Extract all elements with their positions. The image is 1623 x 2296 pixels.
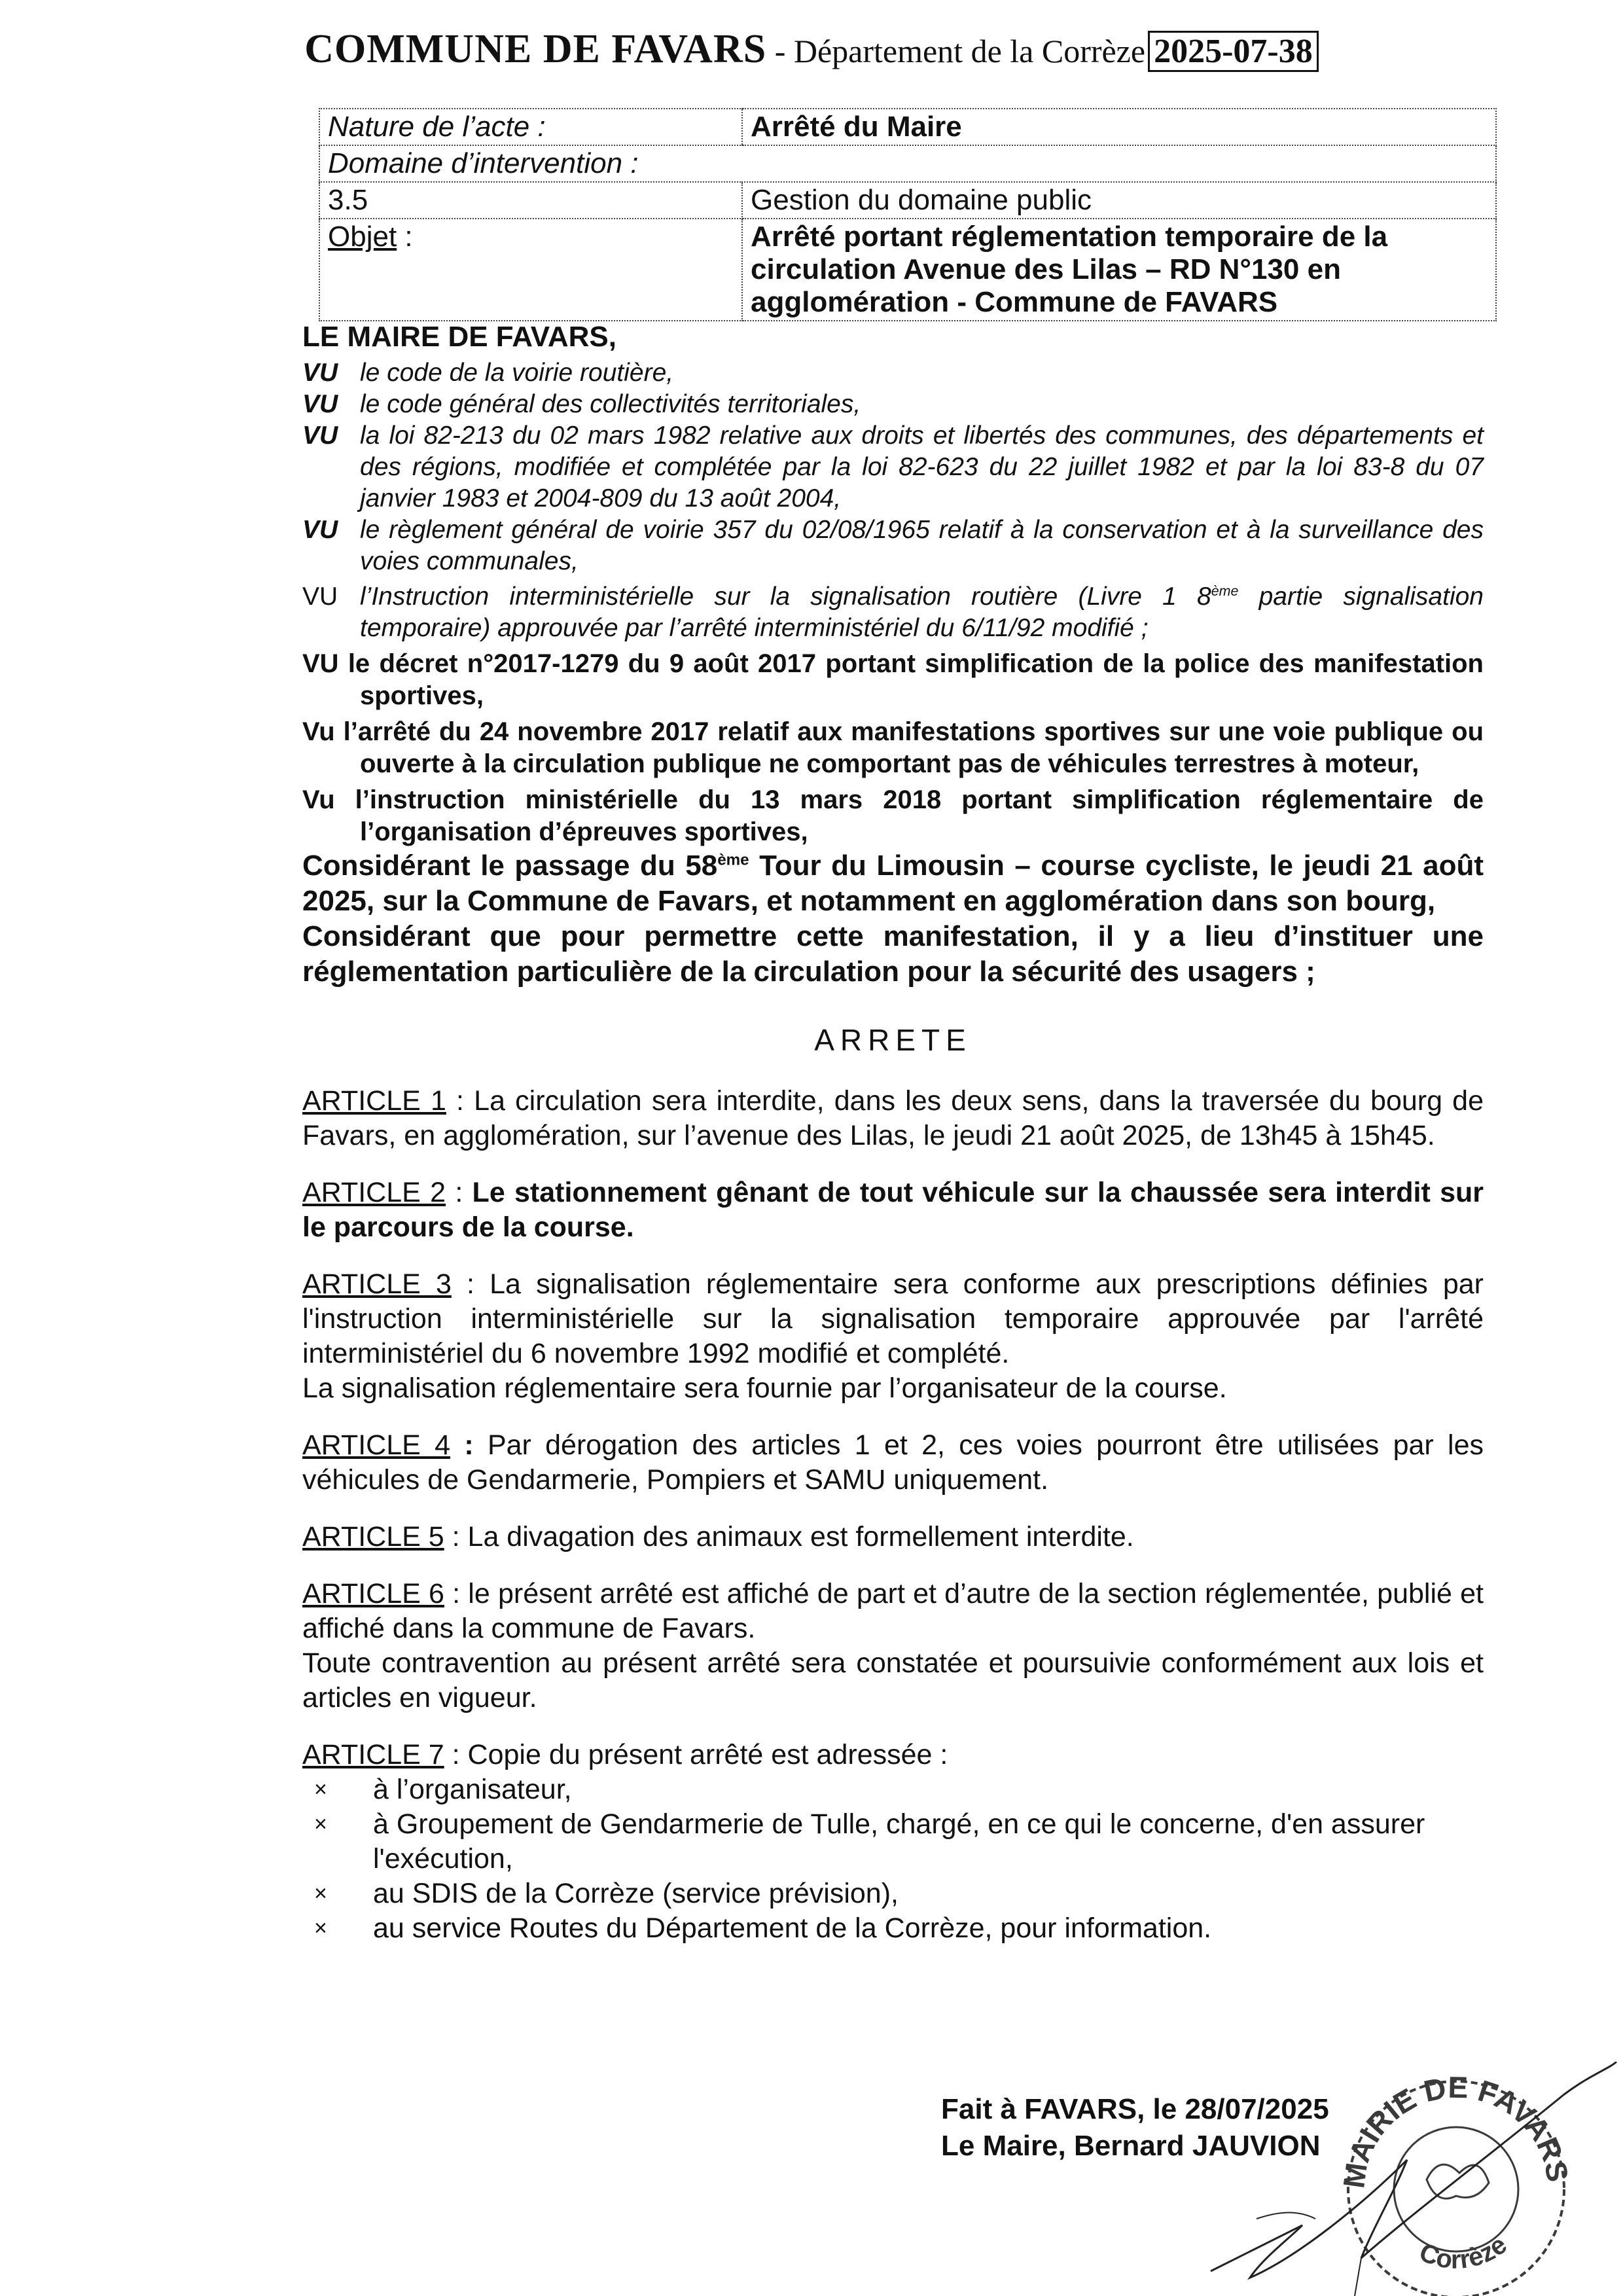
considerant-1	[302, 848, 1484, 919]
objet-value: Arrêté portant réglementation temporaire de la circulation Avenue des Lilas – RD N°130 en agglomération - Commune de FAVARS	[751, 221, 1388, 318]
article-label: ARTICLE 4	[302, 1429, 451, 1461]
commune-title: COMMUNE DE FAVARS	[304, 27, 767, 71]
vu-instruction: Vu l’instruction ministérielle du 13 mars 2018 portant simplification réglementaire de l’organisation d’épreuves sportives,	[302, 785, 1484, 846]
domaine-cell	[319, 145, 1496, 182]
article-text: Toute contravention au présent arrêté sera constatée et poursuivie conformément aux lois et articles en vigueur.	[302, 1647, 1484, 1713]
signature-stroke	[1355, 2258, 1361, 2296]
document-header	[0, 26, 1623, 73]
article-3	[302, 1267, 1484, 1406]
domain-code: 3.5	[328, 184, 368, 216]
article-text: le présent arrêté est affiché de part et d’autre de la section réglementée, publié et affiché dans la commune de Favars.	[302, 1578, 1484, 1644]
nature-label-cell	[319, 109, 742, 145]
departement-label: Département de la Corrèze	[793, 33, 1146, 69]
vu-text: le règlement général de voirie 357 du 02/08/1965 relatif à la conservation et à la surveillance des voies communales,	[360, 516, 1484, 575]
article-label: ARTICLE 2	[302, 1177, 446, 1208]
article-1	[302, 1084, 1484, 1153]
list-item	[302, 1911, 1484, 1946]
article-text: La circulation sera interdite, dans les deux sens, dans la traversée du bourg de Favars, en agglomération, sur l’avenue des Lilas, le jeudi 21 août 2025, de 13h45 à 15h45.	[302, 1085, 1484, 1151]
article-label: ARTICLE 7	[302, 1739, 444, 1770]
article-label: ARTICLE 6	[302, 1578, 444, 1609]
article-6	[302, 1577, 1484, 1715]
vu-arrete: Vu l’arrêté du 24 novembre 2017 relatif aux manifestations sportives sur une voie publique ou ouverte à la circulation publique ne comportant pas de véhicules terrestres à moteur,	[302, 717, 1484, 778]
vu-text: le code de la voirie routière,	[360, 359, 674, 387]
objet-value-cell	[742, 219, 1496, 321]
stamp-top-path: MAIRIE DE FAVARS	[1336, 2070, 1575, 2191]
considerant-superscript: ème	[717, 851, 749, 869]
objet-label: Objet	[328, 221, 397, 253]
article-separator: :	[446, 1085, 474, 1117]
article-separator: :	[444, 1578, 469, 1609]
bullet-marker: ×	[314, 1812, 327, 1837]
objet-label-suffix: :	[397, 221, 413, 253]
stamp-bottom-path: Corrèze	[1415, 2230, 1512, 2274]
vu-key: VU	[302, 422, 338, 450]
signature-mayor: Le Maire, Bernard JAUVION	[941, 2130, 1321, 2162]
bullet-marker: ×	[314, 1881, 327, 1906]
article-text: La signalisation réglementaire sera fournie par l’organisateur de la course.	[302, 1372, 1227, 1404]
objet-label-cell	[319, 219, 742, 321]
vu-text	[360, 581, 1484, 644]
vu-text-part: l’Instruction interministérielle sur la signalisation routière (Livre 1 8	[360, 583, 1211, 611]
vu-superscript: ème	[1211, 583, 1239, 599]
vu-item	[302, 389, 1484, 420]
article-label: ARTICLE 5	[302, 1521, 444, 1552]
signature-stroke	[1257, 2213, 1315, 2219]
vu-text-part: partie signalisation temporaire) approuvée par l’arrêté interministériel du 6/11/92 modifié ;	[360, 583, 1484, 642]
vu-item	[302, 514, 1484, 577]
list-item-text: au SDIS de la Corrèze (service prévision),	[373, 1878, 899, 1909]
signature-stroke	[1211, 2062, 1616, 2278]
domain-code-label: Gestion du domaine public	[751, 184, 1092, 216]
article-separator: :	[446, 1177, 473, 1208]
article-separator: :	[444, 1521, 468, 1552]
vu-text: le code général des collectivités territoriales,	[360, 390, 861, 418]
considerant-part: Tour du Limousin – course cycliste, le jeudi 21 août 2025, sur la Commune de Favars, et notamment en agglomération dans son bourg,	[302, 850, 1484, 917]
article-separator: :	[451, 1268, 490, 1300]
article-4	[302, 1428, 1484, 1498]
nature-value: Arrêté du Maire	[751, 111, 962, 143]
article-7	[302, 1738, 1484, 1772]
vu-decret: VU le décret n°2017-1279 du 9 août 2017 portant simplification de la police des manifestation sportives,	[302, 649, 1484, 710]
document-body	[302, 321, 1484, 1946]
vu-key: VU	[302, 359, 338, 387]
article-separator: :	[444, 1739, 468, 1770]
signature-place-date: Fait à FAVARS, le 28/07/2025	[941, 2093, 1329, 2125]
arrete-title: ARRETE	[814, 1023, 972, 1057]
article-text: Par dérogation des articles 1 et 2, ces voies pourront être utilisées par les véhicules de Gendarmerie, Pompiers et SAMU uniquement.	[302, 1429, 1484, 1496]
article-5	[302, 1520, 1484, 1554]
list-item	[302, 1876, 1484, 1911]
header-separator: -	[766, 33, 794, 69]
vu-key: VU	[302, 583, 338, 611]
list-item	[302, 1807, 1484, 1876]
considerant-part: Considérant le passage du 58	[302, 850, 718, 882]
domaine-label: Domaine d’intervention :	[328, 147, 639, 179]
article-2	[302, 1175, 1484, 1245]
article-text: Le stationnement gênant de tout véhicule sur la chaussée sera interdit sur le parcours de la course.	[302, 1177, 1484, 1243]
article-text: La divagation des animaux est formellement interdite.	[467, 1521, 1134, 1552]
bullet-marker: ×	[314, 1916, 327, 1941]
article-label: ARTICLE 3	[302, 1268, 452, 1300]
vu-item	[302, 581, 1484, 644]
vu-key: VU	[302, 516, 338, 544]
code-cell	[319, 182, 742, 219]
article-separator: :	[450, 1429, 488, 1461]
act-reference: 2025-07-38	[1148, 31, 1319, 72]
article-text: Copie du présent arrêté est adressée :	[467, 1739, 948, 1770]
vu-item	[302, 357, 1484, 389]
handwritten-signature	[1198, 2062, 1623, 2296]
bullet-marker: ×	[314, 1777, 327, 1802]
maire-heading: LE MAIRE DE FAVARS,	[302, 321, 616, 353]
list-item-text: au service Routes du Département de la Corrèze, pour information.	[373, 1912, 1212, 1944]
considerant-2: Considérant que pour permettre cette manifestation, il y a lieu d’instituer une réglementation particulière de la circulation pour la sécurité des usagers ;	[302, 920, 1484, 988]
list-item-text: à l’organisateur,	[373, 1774, 572, 1805]
nature-label: Nature de l’acte :	[328, 111, 546, 143]
list-item	[302, 1772, 1484, 1807]
vu-text: la loi 82-213 du 02 mars 1982 relative aux droits et libertés des communes, des départements et des régions, modifiée et complétée par la loi 82-623 du 22 juillet 1982 et par la loi 83-8 du 07 janvier 1983 et 2004-809 du 13 août 2004,	[360, 422, 1484, 512]
article-text: La signalisation réglementaire sera conforme aux prescriptions définies par l'instruction interministérielle sur la signalisation temporaire approuvée par l'arrêté interministériel du 6 novembre 1992 modifié et complété.	[302, 1268, 1484, 1369]
nature-value-cell	[742, 109, 1496, 145]
vu-item	[302, 420, 1484, 514]
article-label: ARTICLE 1	[302, 1085, 446, 1117]
act-info-table	[319, 108, 1497, 321]
list-item-text: à Groupement de Gendarmerie de Tulle, chargé, en ce qui le concerne, d'en assurer l'exécution,	[373, 1808, 1425, 1874]
code-label-cell	[742, 182, 1496, 219]
vu-key: VU	[302, 390, 338, 418]
